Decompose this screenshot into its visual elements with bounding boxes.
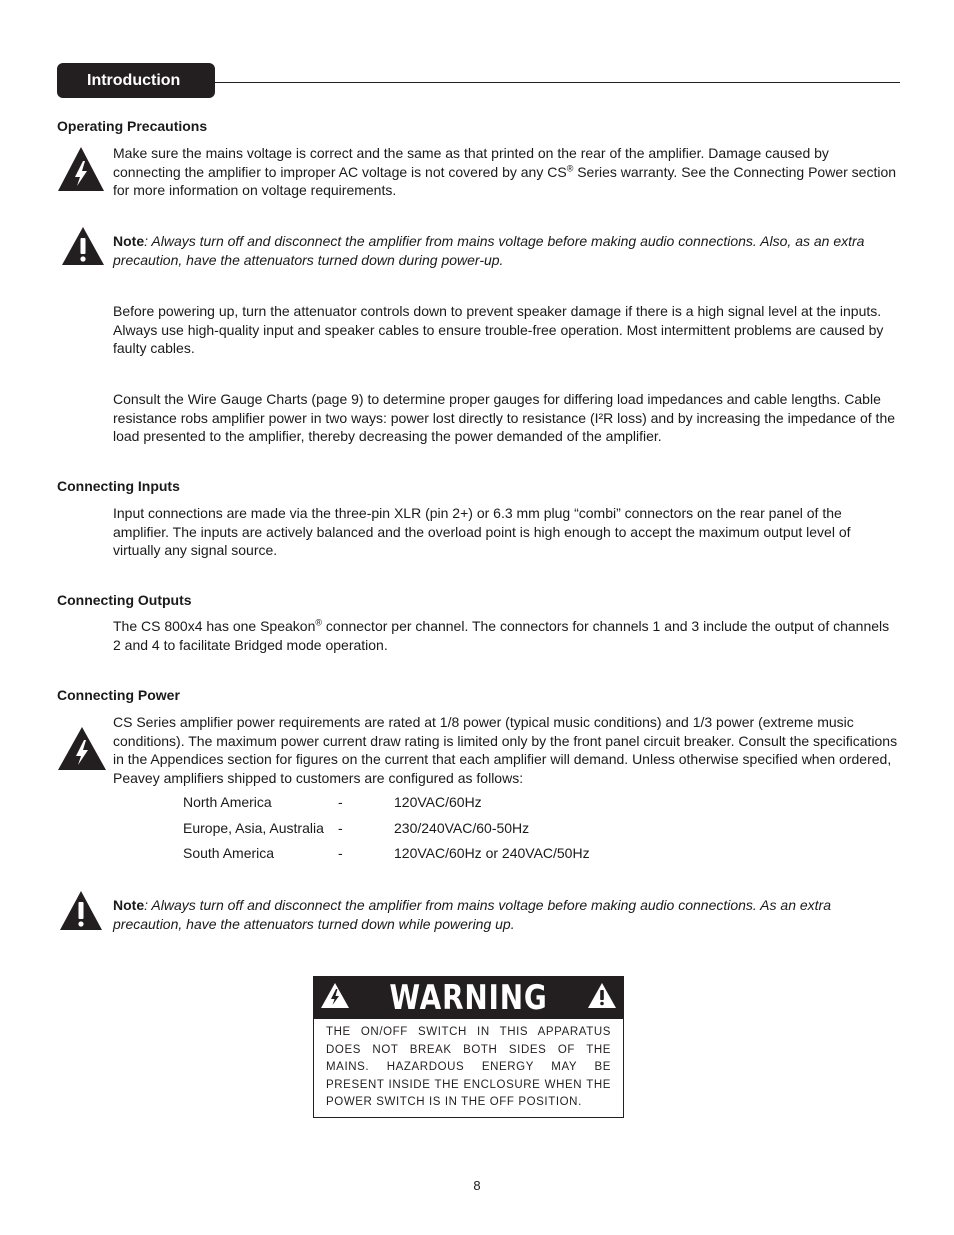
warning-title: WARNING <box>389 978 548 1018</box>
lightning-warning-icon <box>57 146 105 192</box>
operating-precautions-heading: Operating Precautions <box>57 118 208 134</box>
section-tab <box>57 63 215 98</box>
inputs-paragraph: Input connections are made via the three-pin XLR (pin 2+) or 6.3 mm plug “combi” connectors on the rear panel of the amplifier. The inputs are actively balanced and the overload point is high enough to accept the maximum output level of virtually any signal source. <box>113 505 851 559</box>
lightning-warning-icon <box>320 982 350 1014</box>
connecting-outputs-heading: Connecting Outputs <box>57 592 192 608</box>
spec-region: Europe, Asia, Australia <box>183 820 324 836</box>
power-note: Note: Always turn off and disconnect the amplifier from mains voltage before making audio connections. As an extra precaution, have the attenuators turned down while powering up. <box>113 897 831 932</box>
operating-paragraph-1: Make sure the mains voltage is correct and the same as that printed on the rear of the amplifier. Damage caused by connecting the amplifier to improper AC voltage is not covered by any CS® Series warranty. See the Connecting Power section for more information on voltage requirements. <box>113 145 897 199</box>
outputs-paragraph: The CS 800x4 has one Speakon® connector per channel. The connectors for channels 1 and 3 include the output of channels 2 and 4 to facilitate Bridged mode operation. <box>113 617 890 653</box>
exclamation-warning-icon <box>59 890 103 931</box>
section-tab-label: Introduction <box>87 72 181 89</box>
spec-dash: - <box>338 820 343 836</box>
lightning-warning-icon <box>57 726 107 771</box>
spec-voltage: 120VAC/60Hz or 240VAC/50Hz <box>394 845 590 861</box>
spec-region: North America <box>183 794 272 810</box>
spec-voltage: 120VAC/60Hz <box>394 794 482 810</box>
power-paragraph: CS Series amplifier power requirements are rated at 1/8 power (typical music conditions) and 1/3 power (extreme music conditions). The maximum power current draw rating is limited only by the front panel circuit breaker. Consult the specifications in the Appendices section for figures on the current that each amplifier will demand. Unless otherwise specified when ordered, Peavey amplifiers shipped to customers are configured as follows: <box>113 714 898 786</box>
exclamation-warning-icon <box>61 226 105 266</box>
header-rule <box>215 82 900 83</box>
page-number: 8 <box>473 1178 481 1193</box>
warning-body: THE ON/OFF SWITCH IN THIS APPARATUS DOES NOT BREAK BOTH SIDES OF THE MAINS. HAZARDOUS ENERGY MAY BE PRESENT INSIDE THE ENCLOSURE WHEN THE POWER SWITCH IS IN THE OFF POSITION. <box>326 1026 611 1108</box>
spec-region: South America <box>183 845 275 861</box>
warning-header <box>314 977 623 1019</box>
spec-dash: - <box>338 845 343 861</box>
operating-note: Note: Always turn off and disconnect the amplifier from mains voltage before making audio connections. Also, as an extra precaution, have the attenuators turned down during power-up. <box>113 233 865 268</box>
connecting-power-heading: Connecting Power <box>57 687 180 703</box>
spec-dash: - <box>338 794 343 810</box>
warning-box <box>313 976 624 1118</box>
exclamation-warning-icon <box>587 982 617 1014</box>
connecting-inputs-heading: Connecting Inputs <box>57 478 180 494</box>
operating-paragraph-3: Consult the Wire Gauge Charts (page 9) to determine proper gauges for differing load impedances and cable lengths. Cable resistance robs amplifier power in two ways: power lost directly to resistance (I²R loss) and by increasing the impedance of the load presented to the amplifier, thereby decreasing the power demanded of the amplifier. <box>113 391 896 445</box>
operating-paragraph-2: Before powering up, turn the attenuator controls down to prevent speaker damage if there is a high signal level at the inputs. Always use high-quality input and speaker cables to ensure trouble-free operation. Most intermittent problems are caused by faulty cables. <box>113 303 884 357</box>
spec-voltage: 230/240VAC/60-50Hz <box>394 820 530 836</box>
